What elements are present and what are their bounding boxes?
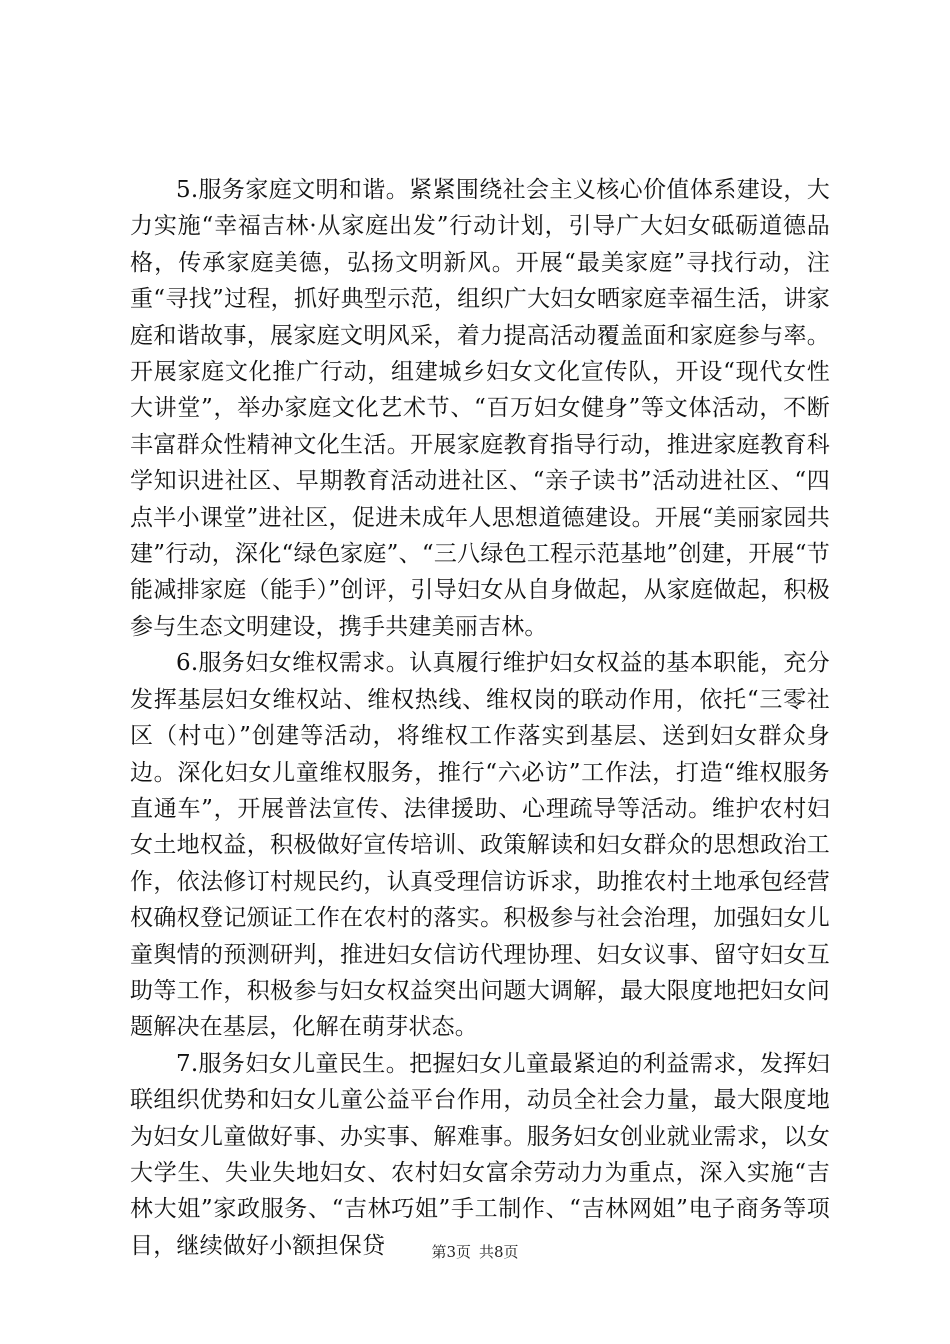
paragraph-women-rights: 6.服务妇女维权需求。认真履行维护妇女权益的基本职能，充分发挥基层妇女维权站、维权热线、维权岗的联动作用，依托“三零社区（村屯）”创建等活动，将维权工作落实到基层、送到妇女群众身边。深化妇女儿童维权服务，推行“六必访”工作法，打造“维权服务直通车”，开展普法宣传、法律援助、心理疏导等活动。维护农村妇女土地权益，积极做好宣传培训、政策解读和妇女群众的思想政治工作，依法修订村规民约，认真受理信访诉求，助推农村土地承包经营权确权登记颁证工作在农村的落实。积极参与社会治理，加强妇女儿童舆情的预测研判，推进妇女信访代理协理、妇女议事、留守妇女互助等工作，积极参与妇女权益突出问题大调解，最大限度地把妇女问题解决在基层，化解在萌芽状态。 [130,650,830,1041]
page-number-current: 第3页 [431,1243,471,1261]
page-number-total: 共8页 [479,1243,519,1261]
document-body [130,172,830,1264]
paragraph-women-children-livelihood: 7.服务妇女儿童民生。把握妇女儿童最紧迫的利益需求，发挥妇联组织优势和妇女儿童公益平台作用，动员全社会力量，最大限度地为妇女儿童做好事、办实事、解难事。服务妇女创业就业需求，以女大学生、失业失地妇女、农村妇女富余劳动力为重点，深入实施“吉林大姐”家政服务、“吉林巧姐”手工制作、“吉林网姐”电子商务等项目，继续做好小额担保贷 [130,1050,830,1259]
paragraph-family-harmony: 5.服务家庭文明和谐。紧紧围绕社会主义核心价值体系建设，大力实施“幸福吉林·从家庭出发”行动计划，引导广大妇女砥砺道德品格，传承家庭美德，弘扬文明新风。开展“最美家庭”寻找行动，注重“寻找”过程，抓好典型示范，组织广大妇女晒家庭幸福生活，讲家庭和谐故事，展家庭文明风采，着力提高活动覆盖面和家庭参与率。开展家庭文化推广行动，组建城乡妇女文化宣传队，开设“现代女性大讲堂”，举办家庭文化艺术节、“百万妇女健身”等文体活动，不断丰富群众性精神文化生活。开展家庭教育指导行动，推进家庭教育科学知识进社区、早期教育活动进社区、“亲子读书”活动进社区、“四点半小课堂”进社区，促进未成年人思想道德建设。开展“美丽家园共建”行动，深化“绿色家庭”、“三八绿色工程示范基地”创建，开展“节能减排家庭（能手）”创评，引导妇女从自身做起，从家庭做起，积极参与生态文明建设，携手共建美丽吉林。 [130,177,830,640]
page-footer [0,1242,950,1262]
